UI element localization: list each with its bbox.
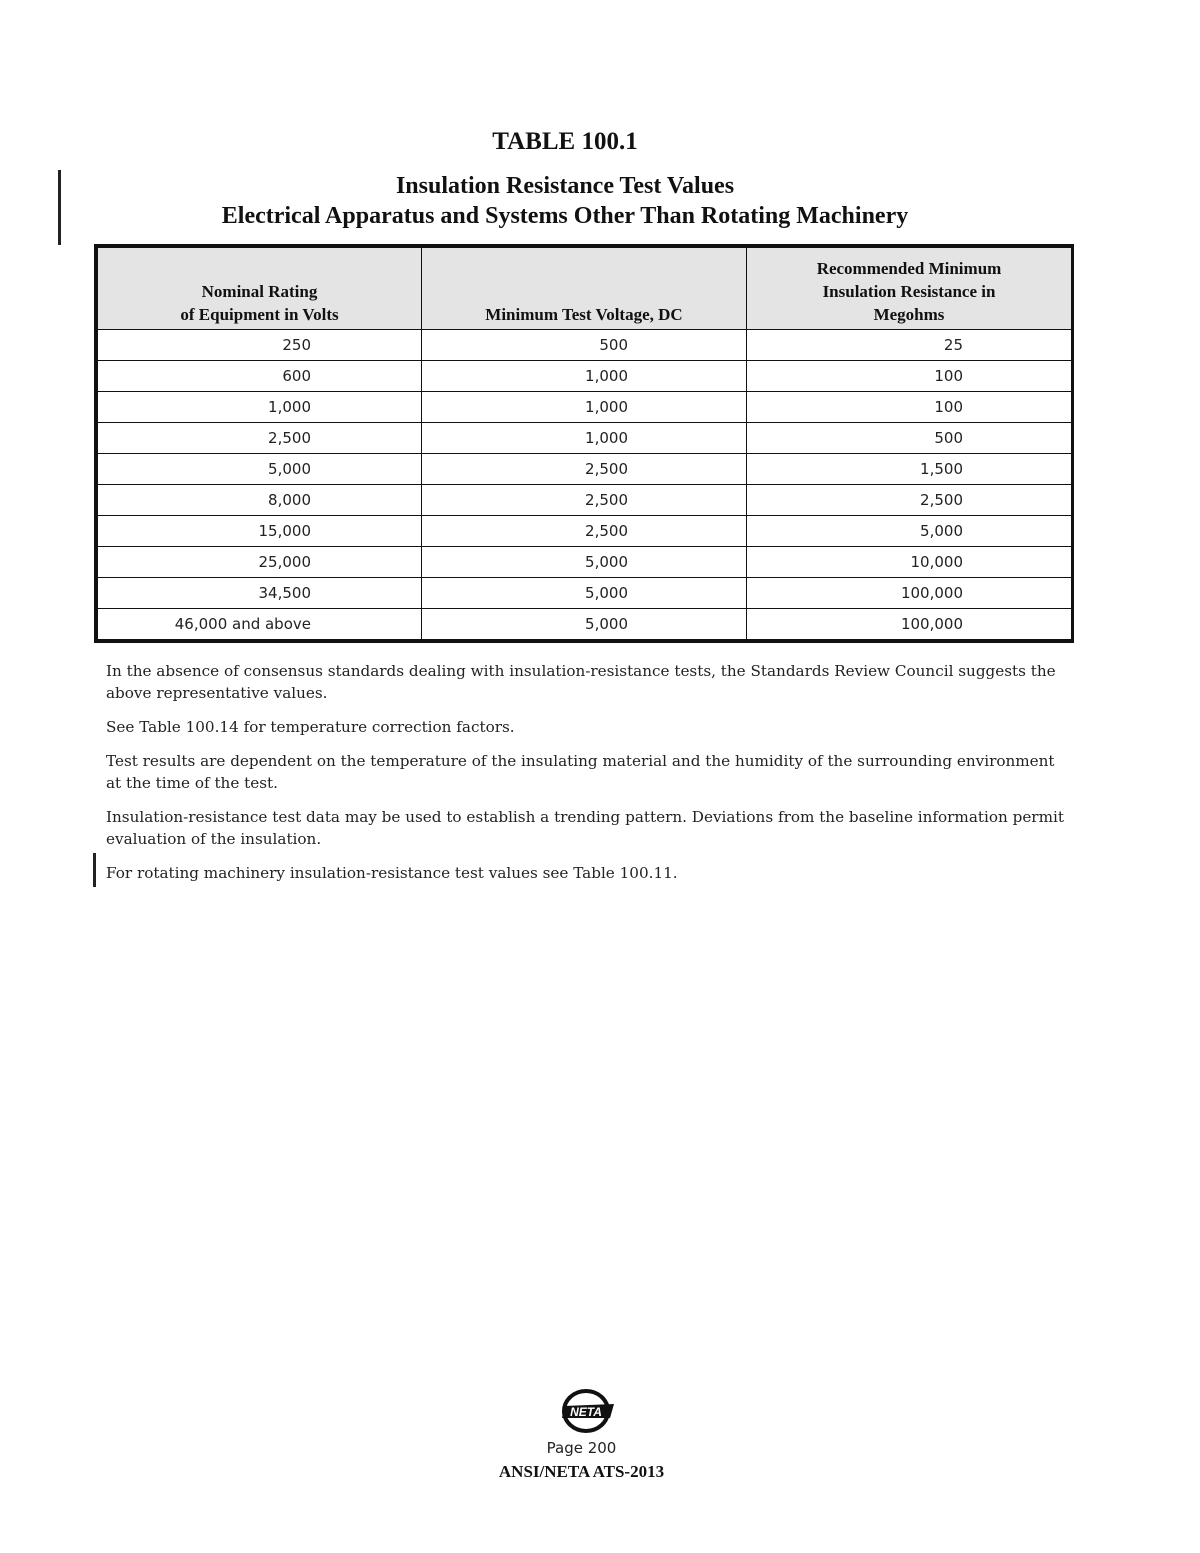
table-row <box>98 547 1072 578</box>
note-paragraph: Insulation-resistance test data may be used to establish a trending pattern. Deviations from the baseline information permit evaluation of the insulation. <box>106 808 1064 848</box>
cell-test-voltage: 5,000 <box>422 547 747 578</box>
table-row <box>98 423 1072 454</box>
cell-min-resistance: 500 <box>747 423 1072 454</box>
neta-logo <box>560 1388 616 1434</box>
header-nominal-rating-line2: of Equipment in Volts <box>180 305 339 324</box>
header-min-test-voltage <box>422 248 747 330</box>
cell-nominal-rating: 250 <box>98 330 422 361</box>
cell-min-resistance: 10,000 <box>747 547 1072 578</box>
cell-test-voltage: 5,000 <box>422 578 747 609</box>
table-row <box>98 454 1072 485</box>
cell-test-voltage: 1,000 <box>422 423 747 454</box>
document-id: ANSI/NETA ATS-2013 <box>498 1462 665 1481</box>
table-row <box>98 485 1072 516</box>
header-resistance-line2: Insulation Resistance in <box>822 282 996 301</box>
note-paragraph: For rotating machinery insulation-resistance test values see Table 100.11. <box>106 864 678 882</box>
header-min-test-voltage-line1: Minimum Test Voltage, DC <box>485 305 683 324</box>
cell-nominal-rating: 5,000 <box>98 454 422 485</box>
cell-test-voltage: 1,000 <box>422 392 747 423</box>
page-number: Page 200 <box>546 1439 617 1457</box>
table-row <box>98 516 1072 547</box>
note-paragraph: Test results are dependent on the temperature of the insulating material and the humidity of the surrounding environment at the time of the test. <box>106 752 1055 792</box>
header-resistance-line3: Megohms <box>873 305 945 324</box>
note-paragraph: See Table 100.14 for temperature correction factors. <box>106 718 515 736</box>
cell-min-resistance: 100,000 <box>747 578 1072 609</box>
cell-nominal-rating: 600 <box>98 361 422 392</box>
table-notes <box>106 660 1066 896</box>
cell-nominal-rating: 15,000 <box>98 516 422 547</box>
change-bar-note <box>93 853 96 887</box>
insulation-resistance-table <box>94 244 1074 643</box>
table-row <box>98 392 1072 423</box>
cell-min-resistance: 25 <box>747 330 1072 361</box>
table-number: TABLE 100.1 <box>492 128 638 155</box>
cell-min-resistance: 5,000 <box>747 516 1072 547</box>
note-paragraph: In the absence of consensus standards dealing with insulation-resistance tests, the Standards Review Council suggests the above representative values. <box>106 662 1056 702</box>
cell-test-voltage: 2,500 <box>422 485 747 516</box>
cell-nominal-rating: 46,000 and above <box>98 609 422 640</box>
cell-test-voltage: 2,500 <box>422 454 747 485</box>
table-title-line2: Electrical Apparatus and Systems Other Than Rotating Machinery <box>221 203 909 229</box>
header-nominal-rating-line1: Nominal Rating <box>201 282 318 301</box>
header-resistance-line1: Recommended Minimum <box>816 259 1002 278</box>
cell-min-resistance: 100 <box>747 361 1072 392</box>
cell-nominal-rating: 8,000 <box>98 485 422 516</box>
cell-nominal-rating: 1,000 <box>98 392 422 423</box>
header-recommended-min-resistance <box>747 248 1072 330</box>
cell-nominal-rating: 34,500 <box>98 578 422 609</box>
table-title-line1: Insulation Resistance Test Values <box>395 173 735 199</box>
table-row <box>98 609 1072 640</box>
cell-min-resistance: 1,500 <box>747 454 1072 485</box>
neta-logo-text: NETA <box>570 1405 602 1419</box>
cell-min-resistance: 2,500 <box>747 485 1072 516</box>
cell-test-voltage: 2,500 <box>422 516 747 547</box>
cell-test-voltage: 5,000 <box>422 609 747 640</box>
cell-test-voltage: 1,000 <box>422 361 747 392</box>
cell-test-voltage: 500 <box>422 330 747 361</box>
table-row <box>98 578 1072 609</box>
cell-min-resistance: 100 <box>747 392 1072 423</box>
cell-nominal-rating: 2,500 <box>98 423 422 454</box>
table-row <box>98 330 1072 361</box>
table-header-row <box>98 248 1072 330</box>
table-row <box>98 361 1072 392</box>
header-nominal-rating <box>98 248 422 330</box>
cell-min-resistance: 100,000 <box>747 609 1072 640</box>
cell-nominal-rating: 25,000 <box>98 547 422 578</box>
